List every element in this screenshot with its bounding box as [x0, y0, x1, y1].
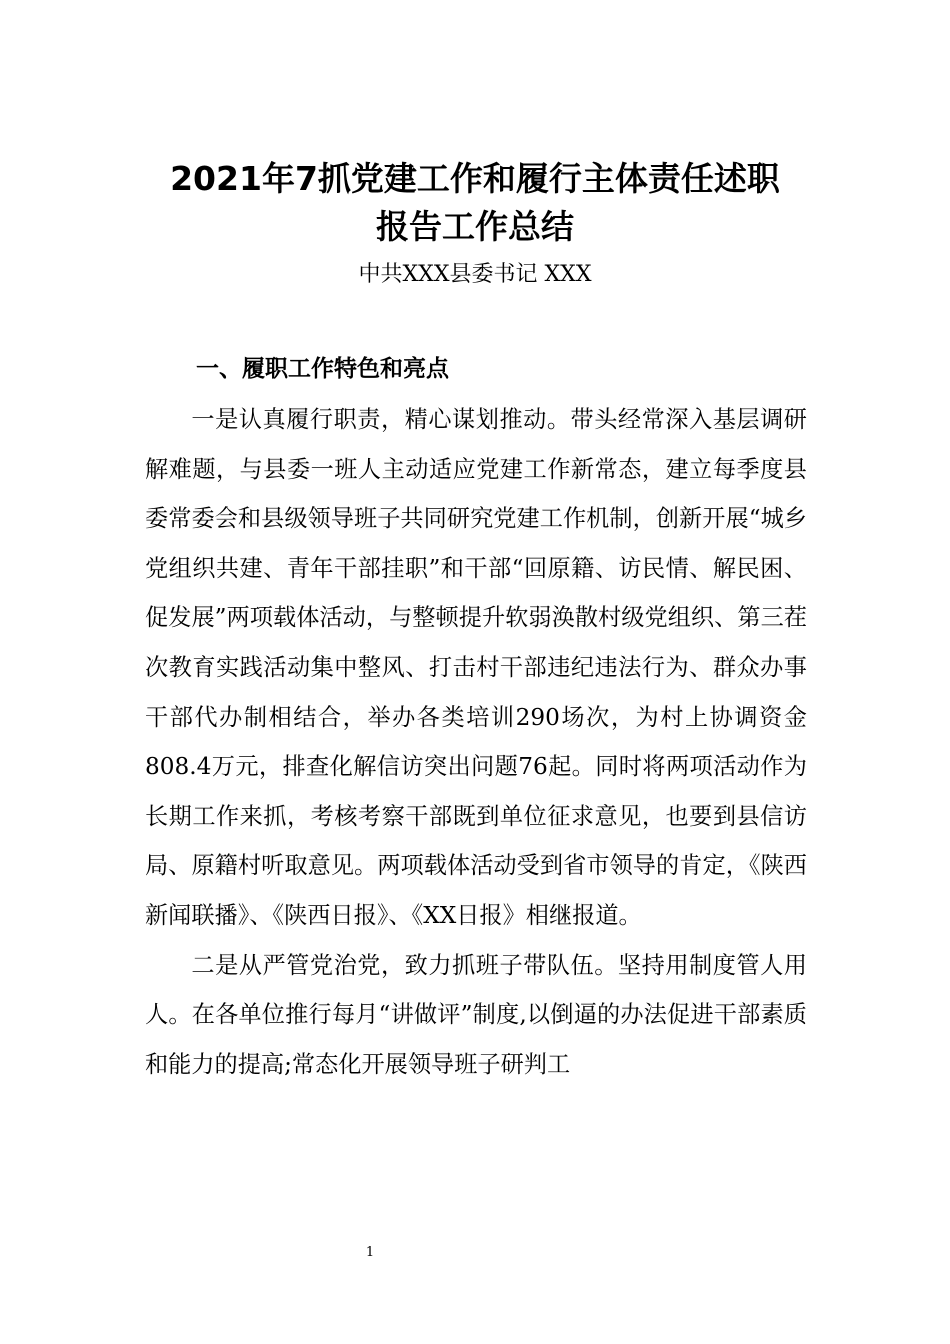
paragraph-1: 一是认真履行职责，精心谋划推动。带头经常深入基层调研解难题，与县委一班人主动适应党建工作新常态，建立每季度县委常委会和县级领导班子共同研究党建工作机制，创新开展“城乡党组织共建、青年干部挂职”和干部“回原籍、访民情、解民困、促发展”两项载体活动，与整顿提升软弱涣散村级党组织、第三茬次教育实践活动集中整风、打击村干部违纪违法行为、群众办事干部代办制相结合，举办各类培训290场次，为村上协调资金808.4万元，排查化解信访突出问题76起。同时将两项活动作为长期工作来抓，考核考察干部既到单位征求意见，也要到县信访局、原籍村听取意见。两项载体活动受到省市领导的肯定，《陕西新闻联播》、《陕西日报》、《XX日报》相继报道。 [145, 406, 807, 929]
title-line-2: 报告工作总结 [376, 207, 574, 246]
document-title [120, 155, 830, 251]
section-heading: 一、履职工作特色和亮点 [196, 356, 449, 382]
title-line-1: 2021年7抓党建工作和履行主体责任述职 [170, 159, 780, 198]
author-line: 中共XXX县委书记 XXX [358, 262, 592, 287]
document-body [145, 395, 807, 1089]
page-number: 1 [365, 1245, 375, 1260]
paragraph-2: 二是从严管党治党，致力抓班子带队伍。坚持用制度管人用人。在各单位推行每月“讲做评”制度,以倒逼的办法促进干部素质和能力的提高;常态化开展领导班子研判工 [145, 951, 807, 1078]
